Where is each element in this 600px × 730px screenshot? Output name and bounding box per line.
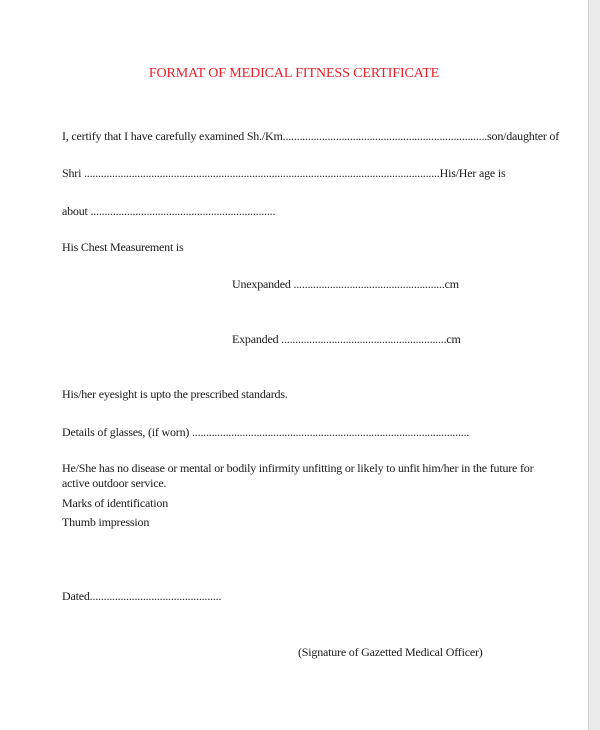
glasses-line: Details of glasses, (if worn) ................................................................................................... bbox=[62, 425, 470, 439]
age-line: about .................................................................. bbox=[62, 204, 276, 218]
thumb-impression-label: Thumb impression bbox=[62, 515, 150, 529]
identification-marks-label: Marks of identification bbox=[62, 496, 169, 510]
shri-line: Shri ...............................................................................................................................His/Her age is bbox=[62, 166, 506, 180]
eyesight-line: His/her eyesight is upto the prescribed standards. bbox=[62, 387, 288, 401]
expanded-line: Expanded ...........................................................cm bbox=[232, 332, 461, 346]
certificate-title: FORMAT OF MEDICAL FITNESS CERTIFICATE bbox=[148, 66, 440, 81]
dated-line: Dated............................................... bbox=[62, 589, 222, 603]
signature-line: (Signature of Gazetted Medical Officer) bbox=[298, 645, 483, 659]
chest-measurement-heading: His Chest Measurement is bbox=[62, 240, 184, 254]
unexpanded-line: Unexpanded ......................................................cm bbox=[232, 277, 459, 291]
certify-line: I, certify that I have carefully examined Sh./Km.........................................................................son/daughter of bbox=[62, 129, 560, 143]
fitness-statement: He/She has no disease or mental or bodily infirmity unfitting or likely to unfit him/her in the future for active outdoor service. bbox=[62, 461, 534, 490]
